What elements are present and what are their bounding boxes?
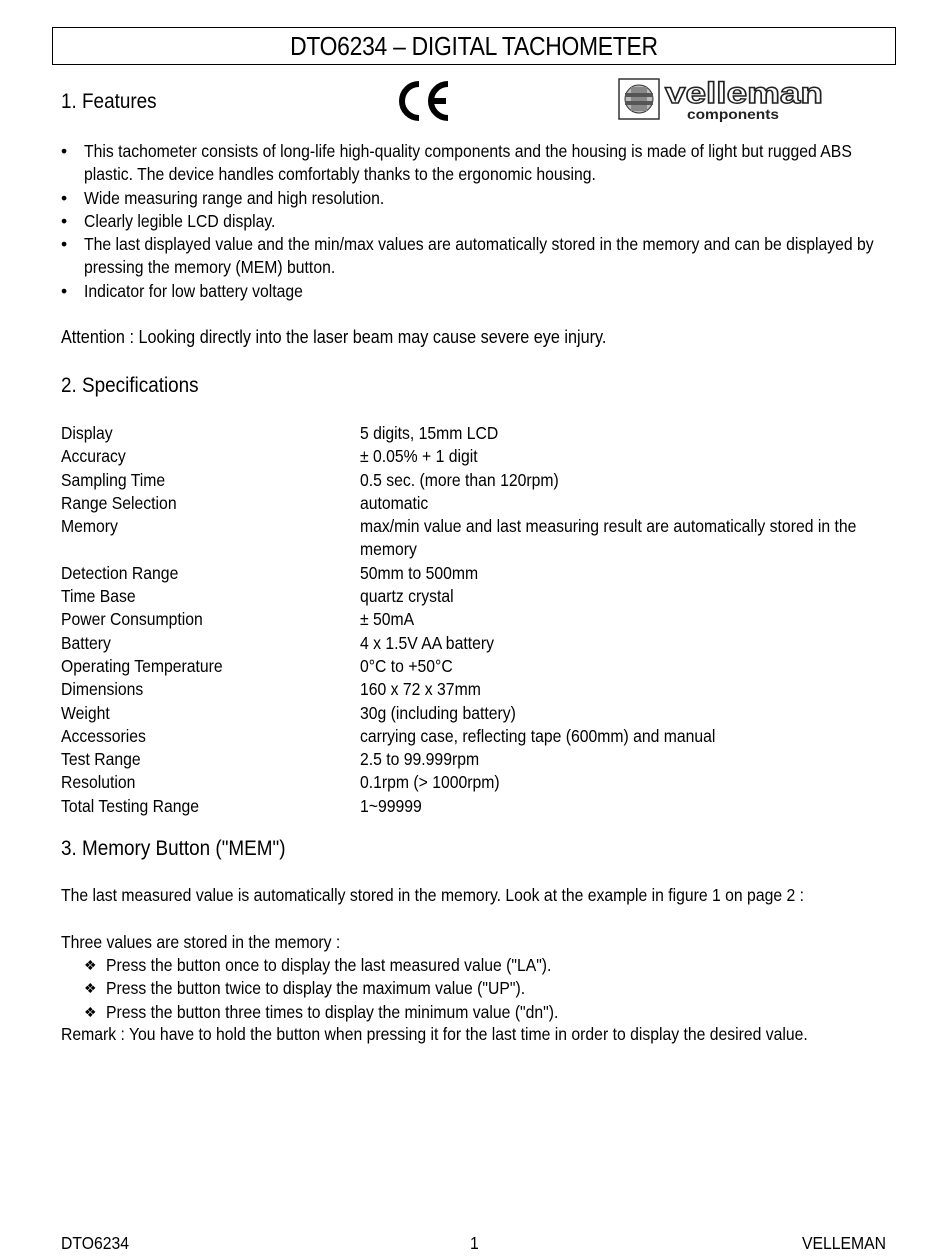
spec-row-time-base: Time Base quartz crystal (61, 586, 454, 607)
spec-row-power-consumption: Power Consumption ± 50mA (61, 609, 415, 630)
specifications-heading: 2. Specifications (61, 374, 199, 397)
features-list (61, 140, 896, 303)
list-item: ❖ Press the button three times to display the minimum value ("dn"). (84, 1001, 609, 1024)
footer-page-number: 1 (470, 1233, 479, 1253)
velleman-logo (617, 77, 827, 123)
memory-button-heading: 3. Memory Button ("MEM") (61, 837, 286, 860)
footer-brand: VELLEMAN (802, 1233, 887, 1253)
spec-row-weight: Weight 30g (including battery) (61, 702, 516, 723)
list-item: • Clearly legible LCD display. (61, 210, 276, 231)
list-item: • This tachometer consists of long-life high-quality components and the housing is made of light but rugged ABS plastic. The device handles comfortably thanks to the ergonomic housing. (61, 141, 852, 185)
diamond-bullet-icon: ❖ (84, 980, 97, 997)
list-item: ❖ Press the button twice to display the maximum value ("UP"). (84, 977, 609, 1000)
list-item: • Indicator for low battery voltage (61, 280, 303, 301)
memory-steps-list (84, 954, 609, 1024)
list-item: ❖ Press the button once to display the last measured value ("LA"). (84, 954, 609, 977)
spec-row-test-range: Test Range 2.5 to 99.999rpm (61, 749, 480, 770)
spec-row-accessories: Accessories carrying case, reflecting tape (600mm) and manual (61, 725, 716, 746)
list-item: • Wide measuring range and high resolution. (61, 187, 385, 208)
spec-row-sampling-time: Sampling Time 0.5 sec. (more than 120rpm) (61, 469, 559, 490)
spec-row-detection-range: Detection Range 50mm to 500mm (61, 562, 479, 583)
document-title: DTO6234 – DIGITAL TACHOMETER (290, 30, 658, 61)
memory-remark: Remark : You have to hold the button when pressing it for the last time in order to display the desired value. (61, 1024, 808, 1044)
list-item: • The last displayed value and the min/max values are automatically stored in the memory and can be displayed by pressing the memory (MEM) button. (61, 234, 874, 278)
memory-lead: Three values are stored in the memory : (61, 932, 341, 952)
spec-row-memory: Memory max/min value and last measuring result are automatically stored in the memory (61, 516, 857, 560)
spec-row-range-selection: Range Selection automatic (61, 492, 429, 513)
footer-model: DTO6234 (61, 1233, 130, 1253)
specifications-table (61, 422, 896, 818)
spec-row-battery: Battery 4 x 1.5V AA battery (61, 632, 494, 653)
spec-row-resolution: Resolution 0.1rpm (> 1000rpm) (61, 772, 500, 793)
spec-row-display: Display 5 digits, 15mm LCD (61, 423, 499, 443)
svg-text:components: components (687, 106, 780, 122)
spec-row-total-testing-range: Total Testing Range 1~99999 (61, 795, 422, 816)
ce-mark-icon (395, 78, 453, 124)
attention-warning: Attention : Looking directly into the laser beam may cause severe eye injury. (61, 327, 607, 347)
diamond-bullet-icon: ❖ (84, 1003, 97, 1020)
svg-text:velleman: velleman (665, 77, 823, 110)
spec-row-dimensions: Dimensions 160 x 72 x 37mm (61, 679, 481, 700)
spec-row-operating-temperature: Operating Temperature 0°C to +50°C (61, 655, 453, 676)
spec-row-accuracy: Accuracy ± 0.05% + 1 digit (61, 446, 478, 467)
features-heading: 1. Features (61, 90, 157, 113)
diamond-bullet-icon: ❖ (84, 957, 97, 973)
memory-intro: The last measured value is automatically stored in the memory. Look at the example in figure 1 on page 2 : (61, 885, 804, 905)
document-title-box (52, 27, 896, 65)
